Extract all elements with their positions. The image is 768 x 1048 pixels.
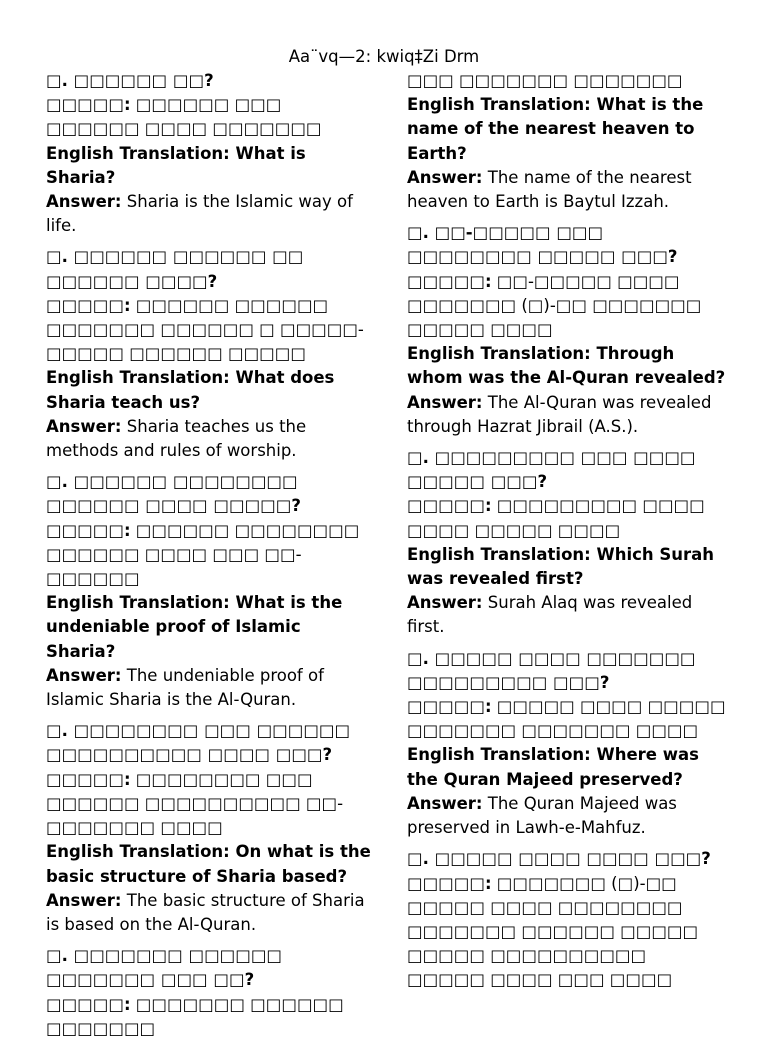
answer-label: Answer: xyxy=(46,890,122,910)
answer-label: Answer: xyxy=(46,416,122,436)
qa-block xyxy=(407,847,727,992)
bangla-answer-label: □□□□□: xyxy=(46,520,131,540)
qa-block xyxy=(46,245,372,463)
english-answer: The undeniable proof of Islamic Sharia is the Al-Quran. xyxy=(46,665,324,710)
bangla-answer: □□□□□□□ (□)-□□ □□□□□ □□□□ □□□□□□□□ □□□□□□□ □□□□□□ □□□□□ □□□□□ □□□□□□□□□□ □□□□□ □□□□ □□□ □□□□ xyxy=(407,873,699,990)
bangla-answer: □□□□□ □□□□ □□□□□ □□□□□□□ □□□□□□□ □□□□ xyxy=(407,697,726,741)
bangla-question: □. □□□□□□□ □□□□□□ □□□□□□□ □□□ □□? xyxy=(46,946,283,990)
qa-block xyxy=(46,69,372,238)
bangla-answer: □□-□□□□□ □□□□ □□□□□□□ (□)-□□ □□□□□□□ □□□□□ □□□□ xyxy=(407,271,702,340)
bangla-answer-label: □□□□□: xyxy=(407,697,492,717)
qa-block xyxy=(407,69,727,214)
left-column xyxy=(46,69,372,1048)
bangla-question: □. □□-□□□□□ □□□ □□□□□□□□ □□□□□ □□□? xyxy=(407,223,678,267)
english-translation-label: English Translation: xyxy=(46,368,230,388)
bangla-question: □. □□□□□ □□□□ □□□□ □□□? xyxy=(407,849,711,869)
qa-block xyxy=(407,446,727,640)
english-answer: The Al-Quran was revealed through Hazrat Jibrail (A.S.). xyxy=(407,392,712,436)
english-translation-label: English Translation: xyxy=(407,344,591,364)
qa-block xyxy=(46,719,372,937)
answer-label: Answer: xyxy=(46,665,122,685)
bangla-question: □. □□□□□ □□□□ □□□□□□□ □□□□□□□□□ □□□? xyxy=(407,648,696,692)
english-question: Through whom was the Al-Quran revealed? xyxy=(407,344,726,388)
right-column xyxy=(407,69,727,1000)
bangla-answer: □□□□□□ □□□□□□□□ □□□□□□ □□□□ □□□ □□-□□□□□□ xyxy=(46,520,360,589)
answer-label: Answer: xyxy=(407,392,483,412)
bangla-answer-continued: □□□ □□□□□□□ □□□□□□□ xyxy=(407,71,683,90)
bangla-question: □. □□□□□□□□□ □□□ □□□□ □□□□□ □□□? xyxy=(407,448,696,492)
bangla-answer-label: □□□□□: xyxy=(46,95,131,115)
english-translation-label: English Translation: xyxy=(46,143,230,163)
qa-block xyxy=(407,221,727,439)
english-question: What is Sharia? xyxy=(46,143,306,187)
bangla-answer-label: □□□□□: xyxy=(46,769,131,789)
english-answer: Sharia is the Islamic way of life. xyxy=(46,192,353,236)
bangla-answer-label: □□□□□: xyxy=(46,994,131,1014)
bangla-answer: □□□□□□□□ □□□ □□□□□□ □□□□□□□□□□ □□-□□□□□□□ □□□□ xyxy=(46,769,344,838)
english-translation-label: English Translation: xyxy=(46,593,230,613)
english-answer: Surah Alaq was revealed first. xyxy=(407,593,693,637)
english-question: What is the name of the nearest heaven to Earth? xyxy=(407,95,704,163)
english-question: What does Sharia teach us? xyxy=(46,368,335,412)
bangla-answer: □□□□□□ □□□ □□□□□□ □□□□ □□□□□□□ xyxy=(46,95,322,139)
bangla-answer: □□□□□□ □□□□□□ □□□□□□□ □□□□□□ □ □□□□□-□□□□□ □□□□□□ □□□□□ xyxy=(46,295,364,364)
english-question: Which Surah was revealed first? xyxy=(407,544,715,589)
bangla-answer-label: □□□□□: xyxy=(407,271,492,291)
bangla-answer-label: □□□□□: xyxy=(46,295,131,315)
bangla-answer-label: □□□□□: xyxy=(407,496,492,516)
english-translation-label: English Translation: xyxy=(407,95,591,115)
answer-label: Answer: xyxy=(407,167,483,187)
english-question: On what is the basic structure of Sharia based? xyxy=(46,842,371,886)
bangla-question: □. □□□□□□ □□□□□□ □□ □□□□□□ □□□□? xyxy=(46,247,304,291)
bangla-question: □. □□□□□□ □□□□□□□□ □□□□□□ □□□□ □□□□□? xyxy=(46,472,301,516)
english-question: Where was the Quran Majeed preserved? xyxy=(407,745,699,789)
qa-block xyxy=(46,470,372,712)
bangla-answer: □□□□□□□ □□□□□□ □□□□□□□ xyxy=(46,994,344,1038)
english-answer: The name of the nearest heaven to Earth is Baytul Izzah. xyxy=(407,167,692,212)
english-answer: The basic structure of Sharia is based on the Al-Quran. xyxy=(46,890,365,934)
english-translation-label: English Translation: xyxy=(407,544,591,564)
answer-label: Answer: xyxy=(407,593,483,613)
qa-block xyxy=(46,944,372,1041)
bangla-answer-label: □□□□□: xyxy=(407,873,492,893)
english-answer: Sharia teaches us the methods and rules of worship. xyxy=(46,416,307,461)
english-answer: The Quran Majeed was preserved in Lawh-e-Mahfuz. xyxy=(407,793,677,838)
english-question: What is the undeniable proof of Islamic Sharia? xyxy=(46,593,343,661)
bangla-question: □. □□□□□□ □□? xyxy=(46,71,214,90)
qa-block xyxy=(407,647,727,841)
english-translation-label: English Translation: xyxy=(46,842,230,862)
answer-label: Answer: xyxy=(46,192,122,212)
answer-label: Answer: xyxy=(407,793,483,813)
bangla-answer: □□□□□□□□□ □□□□ □□□□ □□□□□ □□□□ xyxy=(407,496,705,540)
english-translation-label: English Translation: xyxy=(407,745,591,765)
page-header: Aa¨vq—2: kwiq‡Zi Drm xyxy=(288,47,480,66)
bangla-question: □. □□□□□□□□ □□□ □□□□□□ □□□□□□□□□□ □□□□ □□□? xyxy=(46,721,351,765)
